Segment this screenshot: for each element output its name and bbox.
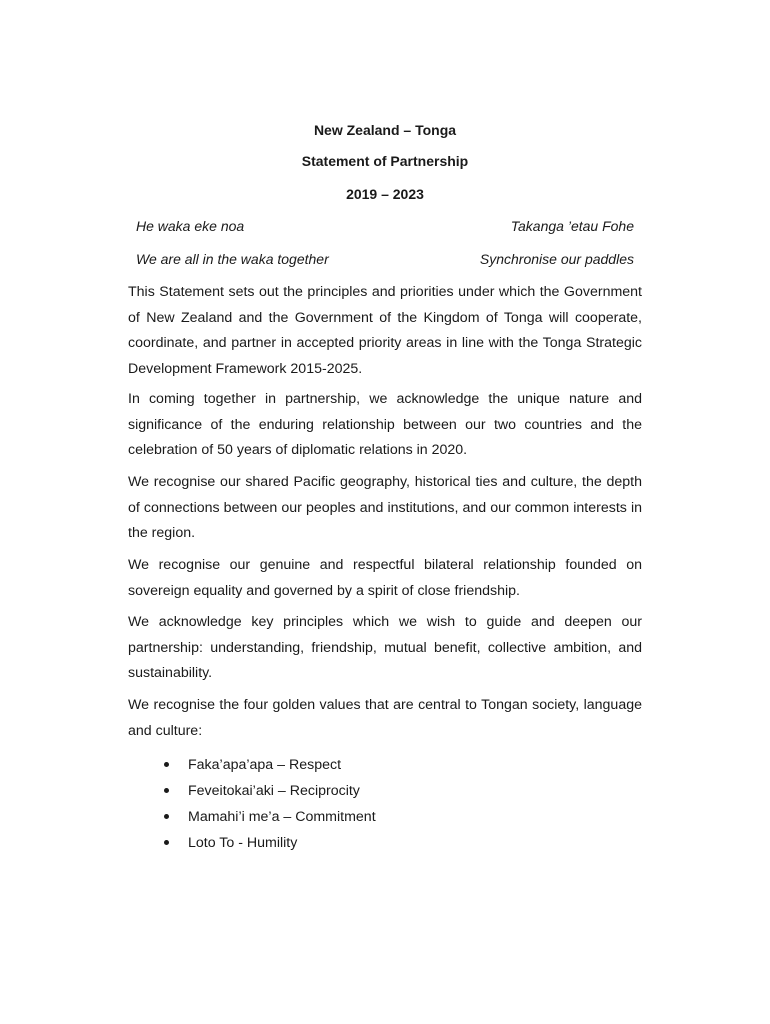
motto-tongan-translation: Synchronise our paddles bbox=[479, 251, 634, 267]
motto-maori-translation: We are all in the waka together bbox=[136, 251, 329, 267]
list-item bbox=[160, 754, 376, 780]
paragraph-shared-geography: We recognise our shared Pacific geography, historical ties and culture, the depth of connections between our peoples and institutions, and our common interests in the region. bbox=[128, 474, 642, 541]
value-label: Faka’apa’apa – Respect bbox=[188, 757, 342, 773]
paragraph-key-principles: We acknowledge key principles which we wish to guide and deepen our partnership: understanding, friendship, mutual benefit, collective ambition, and sustainability. bbox=[128, 614, 642, 681]
paragraph-partnership: In coming together in partnership, we acknowledge the unique nature and significance of the enduring relationship between our two countries and the celebration of 50 years of diplomatic relations in 2020. bbox=[128, 391, 642, 458]
bullet-icon bbox=[164, 762, 169, 767]
bullet-icon bbox=[164, 840, 169, 845]
document-title: Statement of Partnership bbox=[301, 153, 469, 169]
value-label: Mamahi’i me’a – Commitment bbox=[188, 809, 376, 825]
bullet-icon bbox=[164, 788, 169, 793]
paragraph-intro: This Statement sets out the principles and priorities under which the Government of New Zealand and the Government of the Kingdom of Tonga will cooperate, coordinate, and partner in accepted priority areas in line with the Tonga Strategic Development Framework 2015-2025. bbox=[128, 284, 642, 377]
bullet-icon bbox=[164, 814, 169, 819]
document-title-countries: New Zealand – Tonga bbox=[313, 122, 457, 138]
list-item bbox=[160, 806, 376, 832]
value-label: Feveitokai’aki – Reciprocity bbox=[188, 783, 360, 799]
document-title-years: 2019 – 2023 bbox=[346, 186, 424, 202]
value-label: Loto To - Humility bbox=[188, 835, 298, 851]
motto-maori: He waka eke noa bbox=[136, 218, 245, 234]
golden-values-list bbox=[160, 754, 376, 858]
paragraph-bilateral-relationship: We recognise our genuine and respectful bilateral relationship founded on sovereign equality and governed by a spirit of close friendship. bbox=[128, 557, 642, 599]
list-item bbox=[160, 832, 376, 858]
list-item bbox=[160, 780, 376, 806]
paragraph-golden-values: We recognise the four golden values that are central to Tongan society, language and culture: bbox=[128, 697, 642, 739]
motto-tongan: Takanga ’etau Fohe bbox=[510, 218, 634, 234]
